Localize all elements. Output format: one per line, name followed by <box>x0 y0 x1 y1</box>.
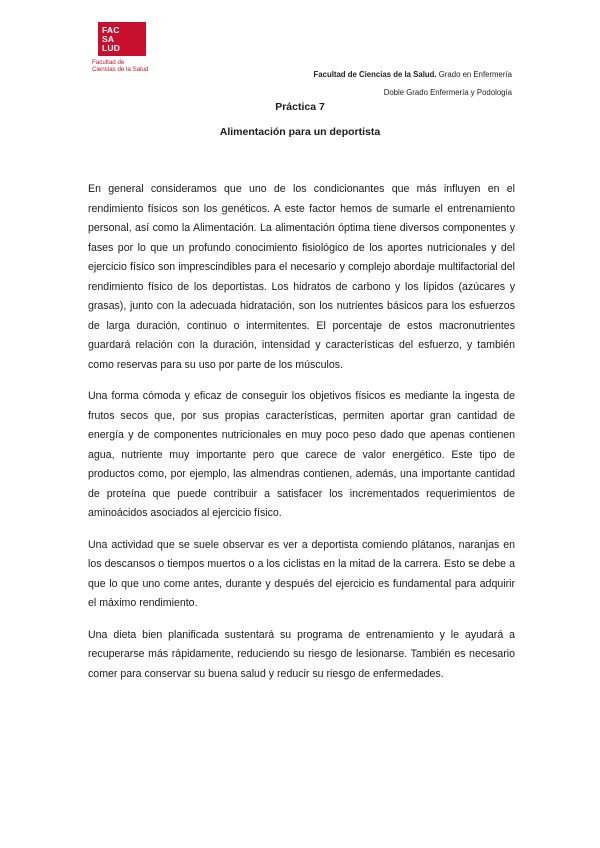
header-line-1 <box>314 70 512 80</box>
header-degree: Grado en Enfermería <box>436 70 512 79</box>
paragraph: Una forma cómoda y eficaz de conseguir los objetivos físicos es mediante la ingesta de frutos secos que, por sus propias características, permiten aportar gran cantidad de energía y de componentes nutricionales en muy poco peso dado que apenas contienen agua, nutriente muy importante pero que carece de valor energético. Este tipo de productos como, por ejemplo, las almendras contienen, además, una importante cantidad de proteína que puede contribuir a satisfacer los incrementados requerimientos de aminoácidos asociados al ejercicio físico. <box>88 390 515 519</box>
logo-mark <box>98 22 146 56</box>
paragraph: Una dieta bien planificada sustentará su programa de entrenamiento y le ayudará a recuperarse más rápidamente, reduciendo su riesgo de lesionarse. También es necesario comer para conservar su buena salud y reducir su riesgo de enfermedades. <box>88 628 515 680</box>
document-header <box>314 70 512 98</box>
logo-mark-line: FAC <box>102 24 120 35</box>
paragraph: Una actividad que se suele observar es ver a deportista comiendo plátanos, naranjas en los descansos o tiempos muertos o a los ciclistas en la mitad de la carrera. Esto se debe a que lo que uno come antes, durante y después del ejercicio es fundamental para adquirir el máximo rendimiento. <box>88 538 515 609</box>
logo-caption <box>88 59 158 73</box>
document-title: Alimentación para un deportista <box>219 126 381 138</box>
logo-mark-line: SA <box>102 33 115 44</box>
header-faculty: Facultad de Ciencias de la Salud. <box>313 70 437 79</box>
logo-caption-line: Facultad de <box>92 59 125 66</box>
document-body <box>88 180 515 696</box>
logo-mark-line: LUD <box>102 42 121 53</box>
paragraph: En general consideramos que uno de los condicionantes que más influyen en el rendimiento físicos son los genéticos. A este factor hemos de sumarle el entrenamiento personal, así como la Alimentación. La alimentación óptima tiene diversos componentes y fases por lo que un profundo conocimiento fisiológico de los aportes nutricionales y del ejercicio físico son imprescindibles para el necesario y complejo abordaje multifactorial del rendimiento físico de los deportistas. Los hidratos de carbono y los lípidos (azúcares y grasas), junto con la adecuada hidratación, son los nutrientes básicos para los esfuerzos de larga duración, continuo o intermitentes. El porcentaje de estos macronutrientes guardará relación con la duración, intensidad y características del esfuerzo, y también como reservas para su uso por parte de los músculos. <box>88 183 515 371</box>
practice-number: Práctica 7 <box>275 101 325 113</box>
logo-caption-line: Ciencias de la Salud <box>92 66 149 73</box>
header-line-2: Doble Grado Enfermería y Podología <box>383 88 512 97</box>
faculty-logo <box>88 22 158 73</box>
